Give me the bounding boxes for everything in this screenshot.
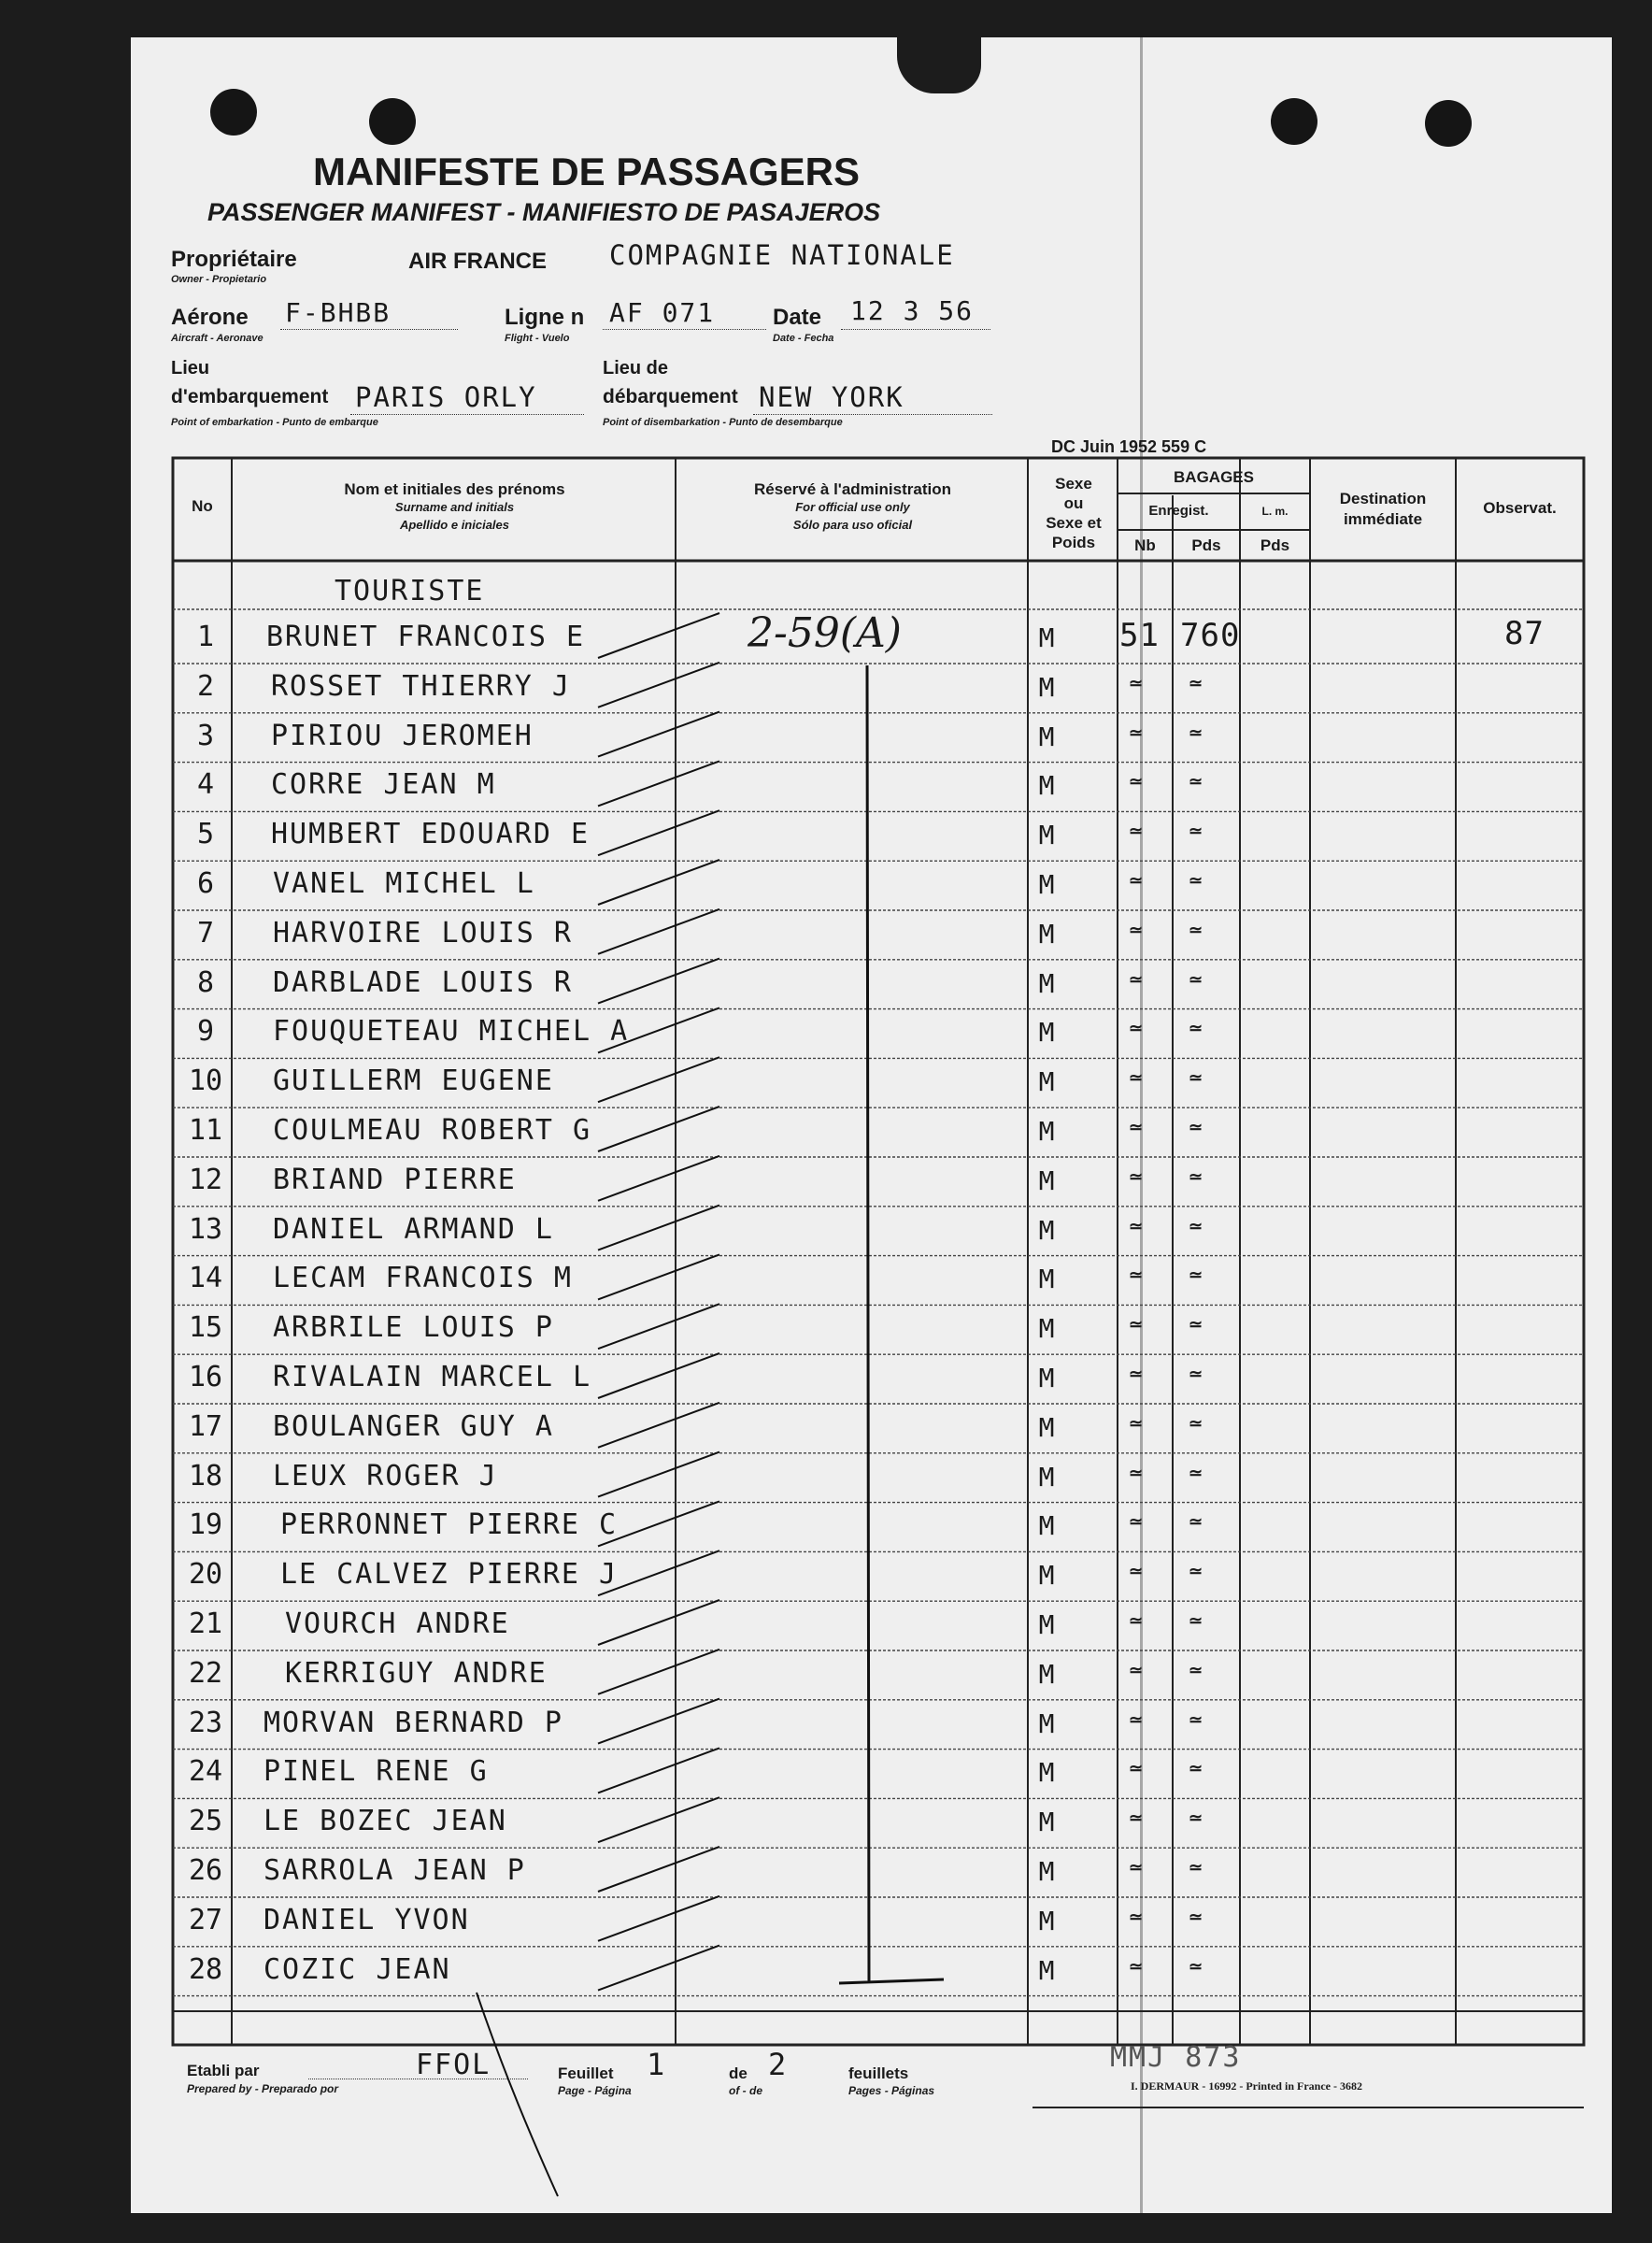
ditto-mark: ≃	[1189, 871, 1203, 890]
row-number: 14	[188, 1262, 223, 1295]
sheet-sub: Page - Página	[558, 2084, 632, 2097]
header-no: No	[192, 497, 213, 515]
header-admin-sub2: Sólo para uso oficial	[792, 518, 913, 532]
flight-label: Ligne n	[505, 305, 585, 330]
slash-mark	[598, 1403, 719, 1448]
ditto-mark: ≃	[1129, 1709, 1144, 1729]
row-number: 9	[196, 1015, 215, 1049]
page-title: MANIFESTE DE PASSAGERS	[313, 150, 860, 193]
passenger-sex: M	[1038, 1510, 1055, 1542]
row-number: 26	[188, 1854, 223, 1887]
slash-mark	[598, 613, 719, 658]
ditto-mark: ≃	[1129, 1463, 1144, 1482]
ditto-mark: ≃	[1129, 1166, 1144, 1186]
embark-sub: Point of embarkation - Punto de embarque	[171, 417, 378, 428]
passenger-sex: M	[1038, 1609, 1055, 1640]
passenger-name: MORVAN BERNARD P	[263, 1706, 563, 1739]
flight-value: AF 071	[609, 297, 716, 328]
ditto-mark: ≃	[1189, 1956, 1203, 1976]
slash-mark	[598, 1797, 719, 1842]
row-number: 28	[188, 1952, 223, 1986]
passenger-sex: M	[1038, 1954, 1055, 1986]
ditto-mark: ≃	[1189, 1660, 1203, 1679]
ditto-mark: ≃	[1129, 1907, 1144, 1926]
first-row-observat: 87	[1504, 615, 1545, 652]
passenger-name: HARVOIRE LOUIS R	[273, 916, 573, 950]
handwritten-stroke	[477, 1993, 558, 2196]
slash-mark	[598, 909, 719, 954]
header-bagages: BAGAGES	[1174, 468, 1254, 486]
slash-mark	[598, 860, 719, 905]
slash-mark	[598, 1946, 719, 1991]
passenger-name: BRUNET FRANCOIS E	[266, 621, 586, 653]
header-name: Nom et initiales des prénoms	[344, 480, 565, 498]
passenger-sex: M	[1038, 869, 1055, 900]
passenger-sex: M	[1038, 671, 1055, 703]
disembark-value: NEW YORK	[759, 381, 904, 413]
slash-mark	[598, 1254, 719, 1299]
passenger-sex: M	[1038, 721, 1055, 752]
handwritten-bracket	[839, 665, 944, 1983]
date-sub: Date - Fecha	[773, 333, 834, 344]
ditto-mark: ≃	[1189, 1068, 1203, 1088]
header-sexe-4: Poids	[1051, 534, 1096, 551]
slash-mark	[598, 1353, 719, 1398]
row-number: 23	[188, 1706, 223, 1739]
owner-value: COMPAGNIE NATIONALE	[609, 239, 955, 271]
passenger-name: PERRONNET PIERRE C	[280, 1508, 619, 1542]
ditto-mark: ≃	[1189, 1315, 1203, 1335]
printer-line: I. DERMAUR - 16992 - Printed in France - 3682	[1131, 2079, 1362, 2093]
handwritten-slash-marks	[598, 613, 719, 1991]
ditto-mark: ≃	[1189, 821, 1203, 841]
passenger-sex: M	[1038, 1363, 1055, 1393]
passenger-name: RIVALAIN MARCEL L	[273, 1361, 592, 1393]
row-number: 7	[196, 916, 215, 950]
disembark-label-2: débarquement	[603, 386, 738, 407]
ditto-mark: ≃	[1189, 1858, 1203, 1877]
slash-mark	[598, 810, 719, 855]
row-number: 11	[188, 1114, 223, 1147]
ditto-mark: ≃	[1129, 1956, 1144, 1976]
passenger-sex: M	[1038, 1856, 1055, 1887]
row-number: 8	[196, 965, 215, 999]
passenger-name: LECAM FRANCOIS M	[273, 1262, 573, 1295]
aircraft-label: Aérone	[171, 305, 249, 330]
header-name-sub1: Surname and initials	[394, 500, 515, 514]
prepared-label: Etabli par	[187, 2062, 260, 2079]
passenger-name: DANIEL YVON	[263, 1903, 470, 1936]
header-enregist: Enregist.	[1148, 503, 1209, 519]
passenger-name: LE BOZEC JEAN	[263, 1805, 507, 1838]
header-sexe-2: ou	[1063, 494, 1084, 512]
passenger-sex: M	[1038, 1658, 1055, 1690]
header-nb: Nb	[1134, 536, 1156, 554]
row-number: 13	[188, 1212, 223, 1246]
row-number: 21	[188, 1607, 223, 1640]
admin-note: 2-59(A)	[748, 609, 902, 657]
ditto-mark: ≃	[1129, 1068, 1144, 1088]
ditto-mark: ≃	[1129, 1611, 1144, 1630]
passenger-name: VOURCH ANDRE	[285, 1607, 510, 1640]
disembark-label-1: Lieu de	[603, 358, 669, 379]
header-pds-2: Pds	[1260, 536, 1290, 554]
passenger-name: FOUQUETEAU MICHEL A	[273, 1015, 630, 1049]
ditto-mark: ≃	[1189, 1759, 1203, 1779]
ditto-mark: ≃	[1189, 969, 1203, 989]
passenger-name: KERRIGUY ANDRE	[285, 1656, 548, 1690]
slash-mark	[598, 1156, 719, 1201]
ditto-mark: ≃	[1189, 1166, 1203, 1186]
passenger-name: VANEL MICHEL L	[273, 867, 535, 900]
passenger-sex: M	[1038, 967, 1055, 999]
embark-label-1: Lieu	[171, 358, 210, 379]
disembark-sub: Point of disembarkation - Punto de desembarque	[603, 417, 843, 428]
passenger-sex: M	[1038, 1214, 1055, 1246]
ditto-mark: ≃	[1129, 1808, 1144, 1828]
row-number: 15	[188, 1311, 223, 1345]
header-destination-2: immédiate	[1343, 510, 1423, 528]
passenger-name: DARBLADE LOUIS R	[273, 965, 573, 999]
row-number: 1	[196, 621, 215, 653]
passenger-name: GUILLERM EUGENE	[273, 1064, 554, 1098]
first-row-nb: 51	[1119, 617, 1160, 654]
slash-mark	[598, 1600, 719, 1645]
stamp-code: MMJ 873	[1110, 2041, 1242, 2074]
header-pds: Pds	[1191, 536, 1221, 554]
row-number: 17	[188, 1409, 223, 1443]
ditto-mark: ≃	[1189, 673, 1203, 693]
ditto-mark: ≃	[1189, 920, 1203, 939]
header-destination-1: Destination	[1339, 490, 1427, 507]
ditto-mark: ≃	[1129, 969, 1144, 989]
passenger-name: LE CALVEZ PIERRE J	[280, 1558, 619, 1592]
row-number: 16	[188, 1361, 223, 1393]
ditto-mark: ≃	[1129, 1019, 1144, 1038]
row-number: 12	[188, 1163, 223, 1196]
slash-mark	[598, 1847, 719, 1892]
passenger-name: CORRE JEAN M	[271, 768, 496, 802]
slash-mark	[598, 1650, 719, 1694]
owner-sub: Owner - Propietario	[171, 274, 267, 285]
ditto-mark: ≃	[1189, 1265, 1203, 1285]
ditto-mark: ≃	[1189, 1413, 1203, 1433]
passenger-sex: M	[1038, 1560, 1055, 1592]
ditto-mark: ≃	[1129, 1759, 1144, 1779]
flight-sub: Flight - Vuelo	[505, 333, 570, 344]
passenger-sex: M	[1038, 1066, 1055, 1098]
ditto-mark: ≃	[1129, 1562, 1144, 1581]
passenger-sex: M	[1038, 1017, 1055, 1049]
ditto-mark: ≃	[1189, 1364, 1203, 1383]
slash-mark	[598, 959, 719, 1004]
ditto-mark: ≃	[1129, 1413, 1144, 1433]
slash-mark	[598, 663, 719, 707]
embark-value: PARIS ORLY	[355, 381, 537, 413]
passenger-name: ROSSET THIERRY J	[271, 669, 571, 703]
passenger-sex: M	[1038, 820, 1055, 851]
sheet-value: 1	[647, 2047, 667, 2082]
owner-printed: AIR FRANCE	[408, 249, 547, 274]
passenger-sex: M	[1038, 1807, 1055, 1838]
passenger-sex: M	[1038, 1707, 1055, 1739]
ditto-mark: ≃	[1129, 1512, 1144, 1532]
ditto-mark: ≃	[1129, 1118, 1144, 1136]
ditto-mark: ≃	[1189, 1118, 1203, 1136]
row-number: 5	[196, 818, 215, 851]
sheet-label: Feuillet	[558, 2064, 614, 2082]
row-number: 6	[196, 867, 215, 900]
passenger-name: COZIC JEAN	[263, 1952, 451, 1986]
ditto-mark: ≃	[1129, 772, 1144, 792]
ditto-mark: ≃	[1129, 871, 1144, 890]
slash-mark	[598, 1057, 719, 1102]
ditto-mark: ≃	[1129, 1660, 1144, 1679]
row-number: 18	[188, 1459, 223, 1493]
prepared-value: FFOL	[416, 2049, 491, 2081]
ditto-mark: ≃	[1129, 1315, 1144, 1335]
row-number: 22	[188, 1656, 223, 1690]
passenger-sex: M	[1038, 1905, 1055, 1936]
prepared-sub: Prepared by - Preparado por	[187, 2082, 339, 2095]
row-number: 3	[196, 719, 215, 752]
ditto-mark: ≃	[1129, 1216, 1144, 1236]
ditto-mark: ≃	[1189, 1611, 1203, 1630]
ditto-mark: ≃	[1189, 1562, 1203, 1581]
passenger-sex: M	[1038, 1313, 1055, 1345]
ditto-mark: ≃	[1189, 1216, 1203, 1236]
ditto-mark: ≃	[1189, 1512, 1203, 1532]
header-admin: Réservé à l'administration	[754, 480, 951, 498]
ditto-mark: ≃	[1189, 772, 1203, 792]
first-row-pds: 760	[1180, 617, 1241, 654]
passenger-name: PINEL RENE G	[263, 1755, 489, 1789]
aircraft-value: F-BHBB	[285, 297, 392, 328]
embark-label-2: d'embarquement	[171, 386, 329, 407]
passenger-sex: M	[1038, 1264, 1055, 1295]
passenger-name: BRIAND PIERRE	[273, 1163, 517, 1196]
passenger-sex: M	[1038, 1461, 1055, 1493]
passenger-sex: M	[1038, 918, 1055, 950]
passenger-name: PIRIOU JEROMEH	[271, 719, 534, 752]
header-observat: Observat.	[1483, 499, 1557, 517]
row-number: 10	[188, 1064, 223, 1098]
passenger-sex: M	[1038, 622, 1055, 653]
slash-mark	[598, 1748, 719, 1793]
ditto-mark: ≃	[1129, 1265, 1144, 1285]
ditto-mark: ≃	[1189, 722, 1203, 742]
of-sub: of - de	[729, 2084, 762, 2097]
header-lm: L. m.	[1261, 505, 1289, 518]
ditto-mark: ≃	[1129, 673, 1144, 693]
header-admin-sub1: For official use only	[795, 500, 910, 514]
form-code: DC Juin 1952 559 C	[1051, 437, 1207, 456]
ditto-mark: ≃	[1129, 920, 1144, 939]
slash-mark	[598, 1304, 719, 1349]
slash-mark	[598, 1896, 719, 1941]
passenger-name: COULMEAU ROBERT G	[273, 1114, 592, 1147]
passenger-sex: M	[1038, 1757, 1055, 1789]
slash-mark	[598, 1452, 719, 1497]
row-number: 19	[188, 1508, 223, 1542]
ditto-mark: ≃	[1189, 1463, 1203, 1482]
slash-mark	[598, 1107, 719, 1151]
row-number: 27	[188, 1903, 223, 1936]
pages-sub: Pages - Páginas	[848, 2084, 935, 2097]
page-subtitle: PASSENGER MANIFEST - MANIFIESTO DE PASAJEROS	[207, 198, 881, 226]
passenger-name: HUMBERT EDOUARD E	[271, 818, 591, 851]
row-number: 20	[188, 1558, 223, 1592]
ditto-mark: ≃	[1129, 1364, 1144, 1383]
class-label: TOURISTE	[335, 575, 485, 607]
of-value: 2	[768, 2047, 789, 2082]
ditto-mark: ≃	[1129, 1858, 1144, 1877]
slash-mark	[598, 712, 719, 757]
passenger-sex: M	[1038, 770, 1055, 802]
ditto-mark: ≃	[1189, 1709, 1203, 1729]
slash-mark	[598, 1699, 719, 1744]
ditto-mark: ≃	[1129, 821, 1144, 841]
pages-label: feuillets	[848, 2064, 909, 2082]
slash-mark	[598, 761, 719, 806]
passenger-name: BOULANGER GUY A	[273, 1409, 554, 1443]
row-number: 25	[188, 1805, 223, 1838]
date-label: Date	[773, 305, 822, 330]
ditto-mark: ≃	[1189, 1808, 1203, 1828]
owner-label: Propriétaire	[171, 247, 297, 272]
ditto-mark: ≃	[1129, 722, 1144, 742]
slash-mark	[598, 1206, 719, 1250]
passenger-sex: M	[1038, 1164, 1055, 1196]
header-name-sub2: Apellido e iniciales	[399, 518, 510, 532]
row-number: 4	[196, 768, 215, 802]
row-number: 24	[188, 1755, 223, 1789]
header-sexe-3: Sexe et	[1046, 514, 1102, 532]
passenger-name: ARBRILE LOUIS P	[273, 1311, 554, 1345]
header-sexe-1: Sexe	[1055, 475, 1092, 493]
passenger-name: LEUX ROGER J	[273, 1459, 498, 1493]
passenger-name: DANIEL ARMAND L	[273, 1212, 554, 1246]
date-value: 12 3 56	[850, 295, 975, 326]
ditto-mark: ≃	[1189, 1907, 1203, 1926]
passenger-sex: M	[1038, 1116, 1055, 1147]
passenger-sex: M	[1038, 1411, 1055, 1443]
of-label: de	[729, 2064, 748, 2082]
ditto-mark: ≃	[1189, 1019, 1203, 1038]
row-number: 2	[196, 669, 215, 703]
passenger-name: SARROLA JEAN P	[263, 1854, 526, 1887]
aircraft-sub: Aircraft - Aeronave	[171, 333, 263, 344]
